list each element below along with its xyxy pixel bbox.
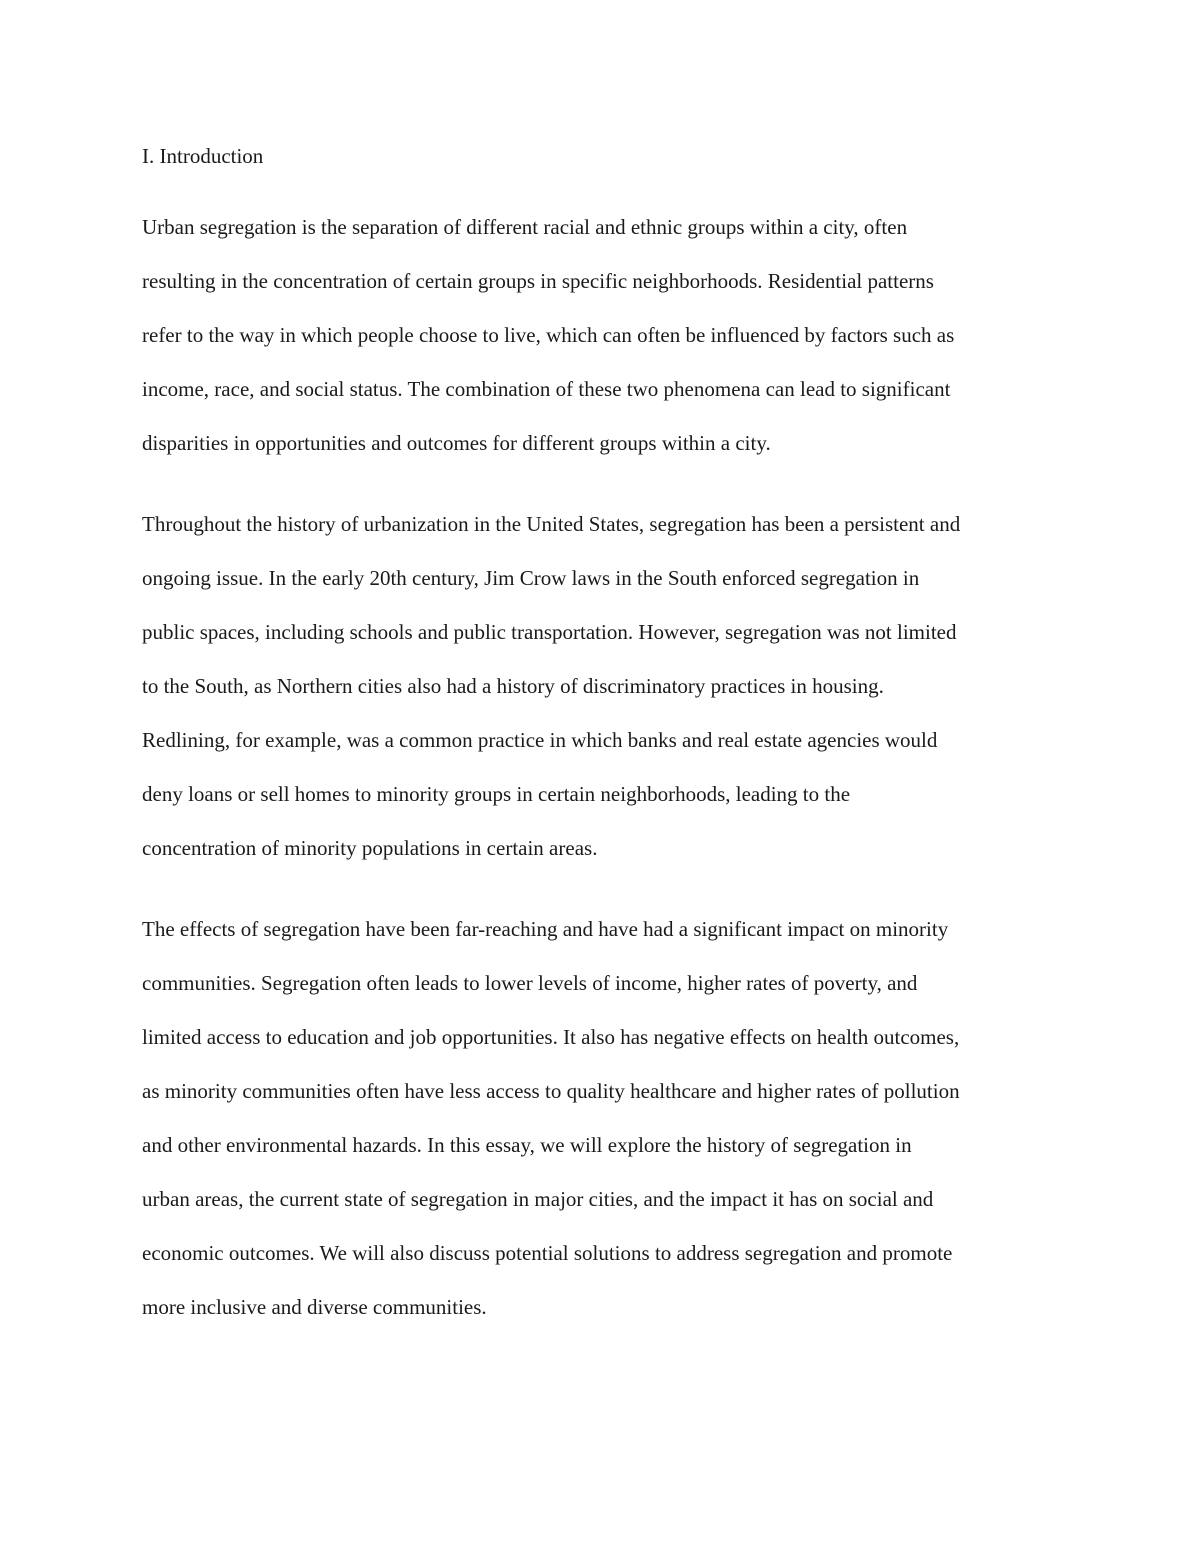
- paragraph-line: Urban segregation is the separation of different racial and ethnic groups within a city, often: [142, 215, 908, 239]
- paragraph-line: refer to the way in which people choose to live, which can often be influenced by factors such as: [142, 323, 955, 347]
- paragraph-line: communities. Segregation often leads to lower levels of income, higher rates of poverty, and: [142, 971, 918, 995]
- paragraph-line: Redlining, for example, was a common practice in which banks and real estate agencies would: [142, 728, 938, 752]
- paragraph-line: income, race, and social status. The combination of these two phenomena can lead to significant: [142, 377, 951, 401]
- paragraph-line: as minority communities often have less access to quality healthcare and higher rates of pollution: [142, 1079, 960, 1103]
- paragraph-line: urban areas, the current state of segregation in major cities, and the impact it has on social and: [142, 1187, 934, 1211]
- paragraph-line: concentration of minority populations in certain areas.: [142, 836, 598, 860]
- paragraph-line: more inclusive and diverse communities.: [142, 1295, 487, 1319]
- paragraph-line: deny loans or sell homes to minority groups in certain neighborhoods, leading to the: [142, 782, 851, 806]
- paragraph-1: [142, 200, 1067, 470]
- paragraph-2: [142, 497, 1067, 875]
- paragraph-line: Throughout the history of urbanization in the United States, segregation has been a persistent and: [142, 512, 961, 536]
- paragraph-3: [142, 902, 1067, 1334]
- document-body: [142, 140, 1067, 1361]
- paragraph-line: limited access to education and job opportunities. It also has negative effects on health outcomes,: [142, 1025, 960, 1049]
- paragraph-line: disparities in opportunities and outcomes for different groups within a city.: [142, 431, 771, 455]
- paragraph-line: ongoing issue. In the early 20th century, Jim Crow laws in the South enforced segregation in: [142, 566, 920, 590]
- paragraph-line: to the South, as Northern cities also had a history of discriminatory practices in housing.: [142, 674, 884, 698]
- paragraph-line: economic outcomes. We will also discuss potential solutions to address segregation and promote: [142, 1241, 953, 1265]
- paragraph-line: and other environmental hazards. In this essay, we will explore the history of segregation in: [142, 1133, 912, 1157]
- paragraph-line: public spaces, including schools and public transportation. However, segregation was not limited: [142, 620, 957, 644]
- paragraph-line: The effects of segregation have been far-reaching and have had a significant impact on minority: [142, 917, 949, 941]
- section-heading: I. Introduction: [142, 144, 264, 168]
- paragraph-line: resulting in the concentration of certain groups in specific neighborhoods. Residential patterns: [142, 269, 934, 293]
